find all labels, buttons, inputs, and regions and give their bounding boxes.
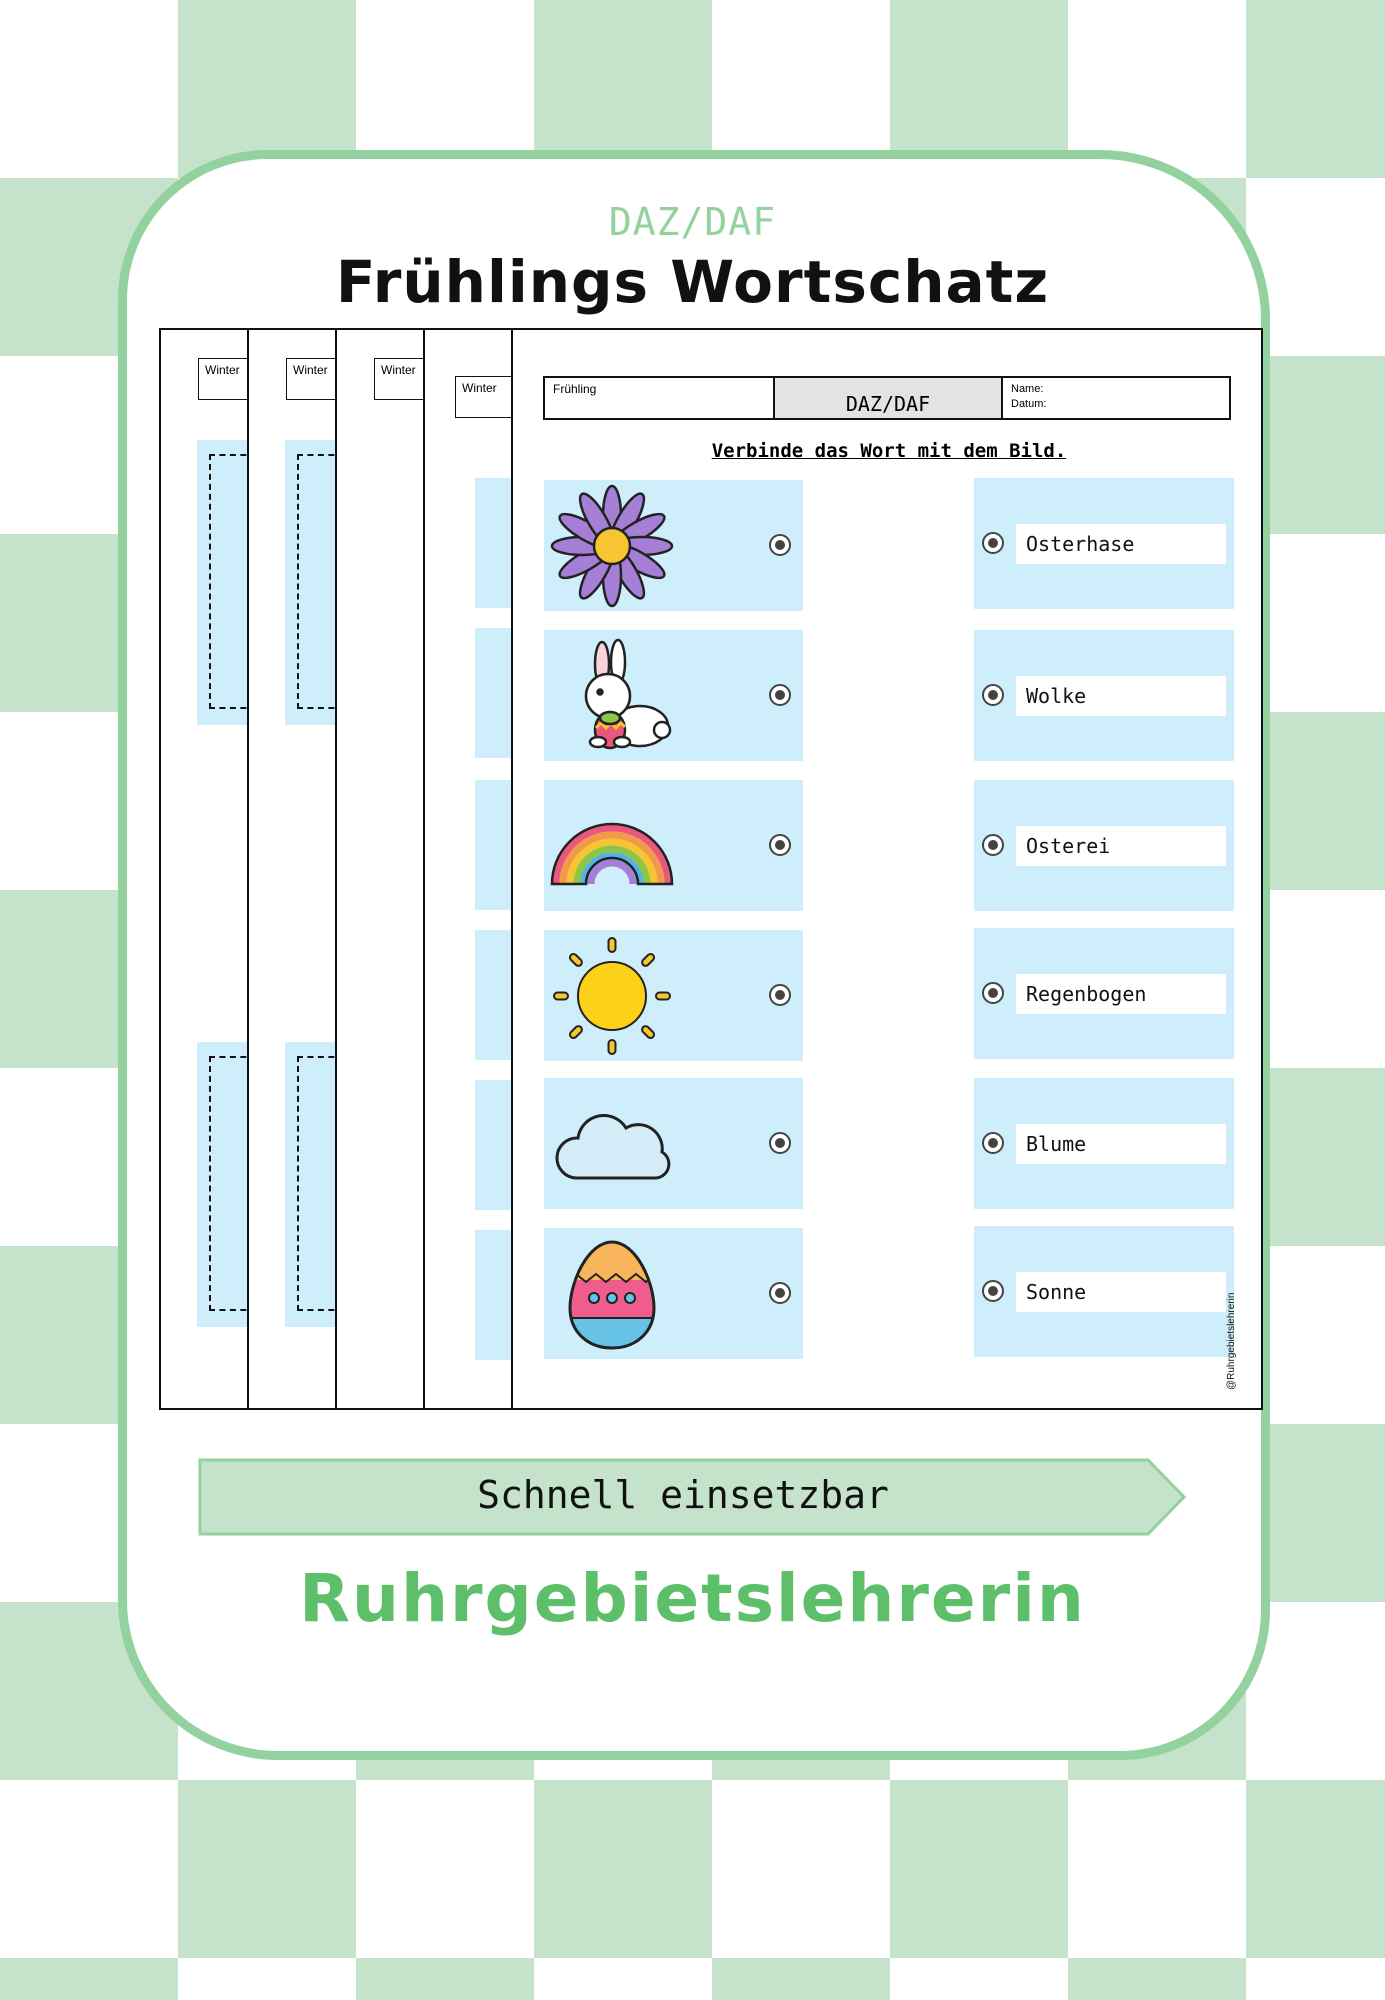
connect-dot[interactable] — [982, 684, 1004, 706]
word-label: Wolke — [1016, 676, 1226, 716]
connect-dot[interactable] — [982, 532, 1004, 554]
picture-row-partial — [475, 1230, 515, 1360]
connect-dot[interactable] — [769, 534, 791, 556]
picture-row-partial — [475, 1080, 515, 1210]
picture-row — [544, 1228, 803, 1359]
picture-row — [544, 1078, 803, 1209]
level-label: DAZ/DAF — [775, 378, 1003, 418]
trace-box — [197, 1042, 249, 1327]
back-sheet-4 — [423, 328, 515, 1410]
bunny-icon — [550, 634, 674, 758]
word-row — [974, 478, 1234, 609]
word-label: Blume — [1016, 1124, 1226, 1164]
connect-dot[interactable] — [769, 834, 791, 856]
date-label: Datum: — [1011, 398, 1047, 410]
easter-egg-icon — [550, 1232, 674, 1356]
connect-dot[interactable] — [769, 1132, 791, 1154]
connect-dot[interactable] — [982, 834, 1004, 856]
connect-dot[interactable] — [769, 684, 791, 706]
instruction: Verbinde das Wort mit dem Bild. — [711, 440, 1067, 462]
connect-dot[interactable] — [769, 1282, 791, 1304]
picture-row — [544, 630, 803, 761]
name-label: Name: — [1011, 383, 1044, 395]
connect-dot[interactable] — [769, 984, 791, 1006]
subtitle: DAZ/DAF — [608, 200, 777, 244]
picture-row-partial — [475, 628, 515, 758]
connect-dot[interactable] — [982, 1132, 1004, 1154]
sheet-label: Winter — [374, 358, 425, 400]
name-date-fields — [1003, 378, 1229, 418]
sheet-label: Winter — [286, 358, 337, 400]
connect-dot[interactable] — [982, 1280, 1004, 1302]
back-sheet-1 — [159, 328, 249, 1410]
picture-row — [544, 780, 803, 911]
picture-row — [544, 930, 803, 1061]
trace-box — [285, 1042, 337, 1327]
picture-row — [544, 480, 803, 611]
credit-text: @Ruhrgebietslehrerin — [1226, 1292, 1237, 1390]
flower-icon — [550, 484, 674, 608]
sheet-label: Winter — [198, 358, 249, 400]
word-label: Sonne — [1016, 1272, 1226, 1312]
season-label: Frühling — [545, 378, 775, 418]
banner-text: Schnell einsetzbar — [477, 1473, 889, 1517]
picture-row-partial — [475, 930, 515, 1060]
word-row — [974, 928, 1234, 1059]
word-row — [974, 1078, 1234, 1209]
back-sheet-3 — [335, 328, 425, 1410]
word-label: Osterei — [1016, 826, 1226, 866]
trace-box — [197, 440, 249, 725]
back-sheet-2 — [247, 328, 337, 1410]
trace-box — [285, 440, 337, 725]
brand-name: Ruhrgebietslehrerin — [299, 1560, 1086, 1637]
cloud-icon — [550, 1082, 674, 1206]
word-label: Osterhase — [1016, 524, 1226, 564]
front-worksheet — [511, 328, 1263, 1410]
sun-icon — [550, 934, 674, 1058]
picture-row-partial — [475, 478, 515, 608]
rainbow-icon — [550, 784, 674, 908]
picture-row-partial — [475, 780, 515, 910]
worksheet-header — [543, 376, 1231, 420]
word-label: Regenbogen — [1016, 974, 1226, 1014]
page-title: Frühlings Wortschatz — [335, 248, 1050, 316]
connect-dot[interactable] — [982, 982, 1004, 1004]
word-row — [974, 1226, 1234, 1357]
sheet-label: Winter — [455, 376, 515, 418]
word-row — [974, 780, 1234, 911]
word-row — [974, 630, 1234, 761]
